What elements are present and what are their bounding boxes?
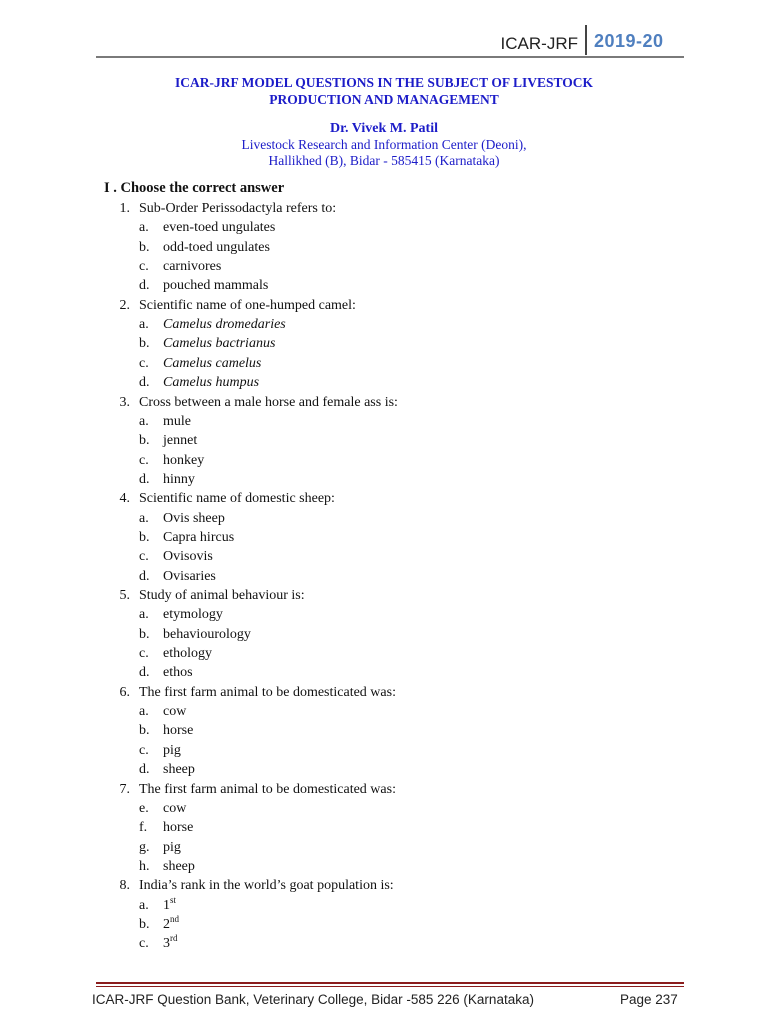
header-divider [585,25,587,55]
option-letter: a. [139,897,149,913]
option-text [163,839,181,857]
ordinal-suffix: nd [170,913,179,924]
question-text: India’s rank in the world’s goat population is: [139,878,394,894]
option-text-value: cow [163,800,187,816]
question-number: 2. [119,297,130,313]
option-text-value: Camelus bactrianus [163,336,276,352]
option-text-value: horse [163,820,194,836]
option-letter: b. [139,626,150,642]
option-letter: b. [139,916,150,932]
question-text: Scientific name of domestic sheep: [139,491,335,507]
option-text [163,722,193,740]
option-text [163,894,177,915]
option-text-value: hinny [163,471,195,487]
option-text-value: 1 [163,897,170,913]
option-text [163,800,186,818]
option-letter: c. [139,452,149,468]
option-letter: d. [139,665,150,681]
affiliation-line-2: Hallikhed (B), Bidar - 585415 (Karnataka) [268,153,500,168]
option-text [163,471,195,489]
option-text-value: pig [163,742,181,758]
option-text-value: even-toed ungulates [163,220,276,236]
option-text [163,335,275,353]
option-text [163,858,195,876]
option-text [163,548,213,566]
title-line-2: PRODUCTION AND MANAGEMENT [269,92,499,107]
option-letter: b. [139,239,150,255]
option-text-value: Camelus humpus [163,375,260,391]
option-text [163,374,259,392]
option-text-value: 2 [163,916,170,932]
question-number: 1. [119,201,130,216]
footer-text: ICAR-JRF Question Bank, Veterinary College, Bidar -585 226 (Karnataka) [92,992,534,1007]
option-letter: a. [139,220,149,236]
option-text-value: odd-toed ungulates [163,239,270,255]
question-text: The first farm animal to be domesticated was: [139,684,396,700]
option-text [163,510,225,528]
option-letter: d. [139,568,150,584]
footer-rule-thick [96,982,684,984]
option-text [163,742,181,760]
option-letter: c. [139,355,149,371]
option-letter: d. [139,278,150,294]
option-text [163,606,223,624]
option-text-value: pig [163,839,181,855]
option-text-value: mule [163,413,191,429]
option-letter: c. [139,742,149,758]
question-text: Cross between a male horse and female ass is: [139,394,398,410]
document-title [0,74,768,108]
option-letter: a. [139,510,149,526]
option-text-value: Capra hircus [163,529,235,545]
question-text: The first farm animal to be domesticated was: [139,781,396,797]
option-letter: c. [139,259,149,275]
option-text [163,432,197,450]
option-letter: d. [139,375,150,391]
option-text-value: honkey [163,452,205,468]
header-left-label: ICAR-JRF [500,34,578,53]
option-text [163,703,186,721]
question-text: Scientific name of one-humped camel: [139,297,356,313]
option-letter: d. [139,471,150,487]
option-text-value: Camelus dromedaries [163,317,286,333]
option-letter: d. [139,762,150,778]
option-letter: b. [139,529,150,545]
option-text [163,761,195,779]
ordinal-suffix: rd [170,933,178,944]
header-year-label: 2019-20 [594,31,664,51]
option-text [163,645,212,663]
option-text-value: 3 [163,936,170,952]
option-text [163,452,204,470]
option-letter: a. [139,704,149,720]
option-text-value: Ovisovis [163,549,213,565]
option-text [163,664,193,682]
option-text-value: etymology [163,607,223,623]
question-number: 5. [119,588,130,603]
option-letter: b. [139,723,150,739]
option-letter: e. [139,800,149,816]
option-text [163,935,178,953]
option-text [163,626,251,644]
option-text-value: sheep [163,762,195,778]
title-line-1: ICAR-JRF MODEL QUESTIONS IN THE SUBJECT OF LIVESTOCK [175,75,593,90]
option-text [163,529,234,547]
option-text-value: behaviourology [163,626,251,642]
option-text-value: carnivores [163,259,222,275]
option-letter: c. [139,549,149,565]
option-letter: c. [139,936,149,952]
question-number: 7. [119,781,130,797]
question-text: Sub-Order Perissodactyla refers to: [139,201,337,216]
option-letter: b. [139,433,150,449]
option-letter: c. [139,646,149,662]
author-name: Dr. Vivek M. Patil [330,121,438,136]
option-text-value: ethos [163,665,193,681]
option-letter: b. [139,336,150,352]
option-text [163,258,221,276]
option-text-value: sheep [163,858,195,874]
option-text [163,277,268,295]
option-text-value: jennet [163,433,198,449]
option-text-value: Camelus camelus [163,355,262,371]
option-text [163,568,216,586]
page-number: Page 237 [620,992,678,1007]
option-text [163,355,261,373]
option-text-value: Ovis sheep [163,510,225,526]
option-text [163,413,191,431]
question-text: Study of animal behaviour is: [139,588,305,603]
option-letter: a. [139,317,149,333]
option-text-value: Ovisaries [163,568,216,584]
footer-rule-thin [96,986,684,987]
affiliation-line-1: Livestock Research and Information Center (Deoni), [241,137,527,152]
option-text-value: horse [163,723,194,739]
section-heading: I . Choose the correct answer [104,180,285,196]
option-text-value: pouched mammals [163,278,269,294]
ordinal-suffix: st [170,894,177,905]
option-text [163,819,193,837]
option-letter: g. [139,839,150,855]
option-letter: f. [139,820,148,836]
option-text-value: ethology [163,646,212,662]
header-rule [96,56,684,58]
option-text [163,219,275,237]
question-number: 3. [119,394,130,410]
option-text-value: cow [163,704,187,720]
question-number: 6. [119,684,130,700]
option-letter: a. [139,413,149,429]
question-number: 4. [119,491,130,507]
question-number: 8. [119,878,130,894]
option-letter: h. [139,858,150,874]
option-text [163,316,286,334]
page-header [0,0,768,60]
option-letter: a. [139,607,149,623]
option-text [163,913,179,934]
option-text [163,239,270,257]
author-affiliation [0,137,768,169]
